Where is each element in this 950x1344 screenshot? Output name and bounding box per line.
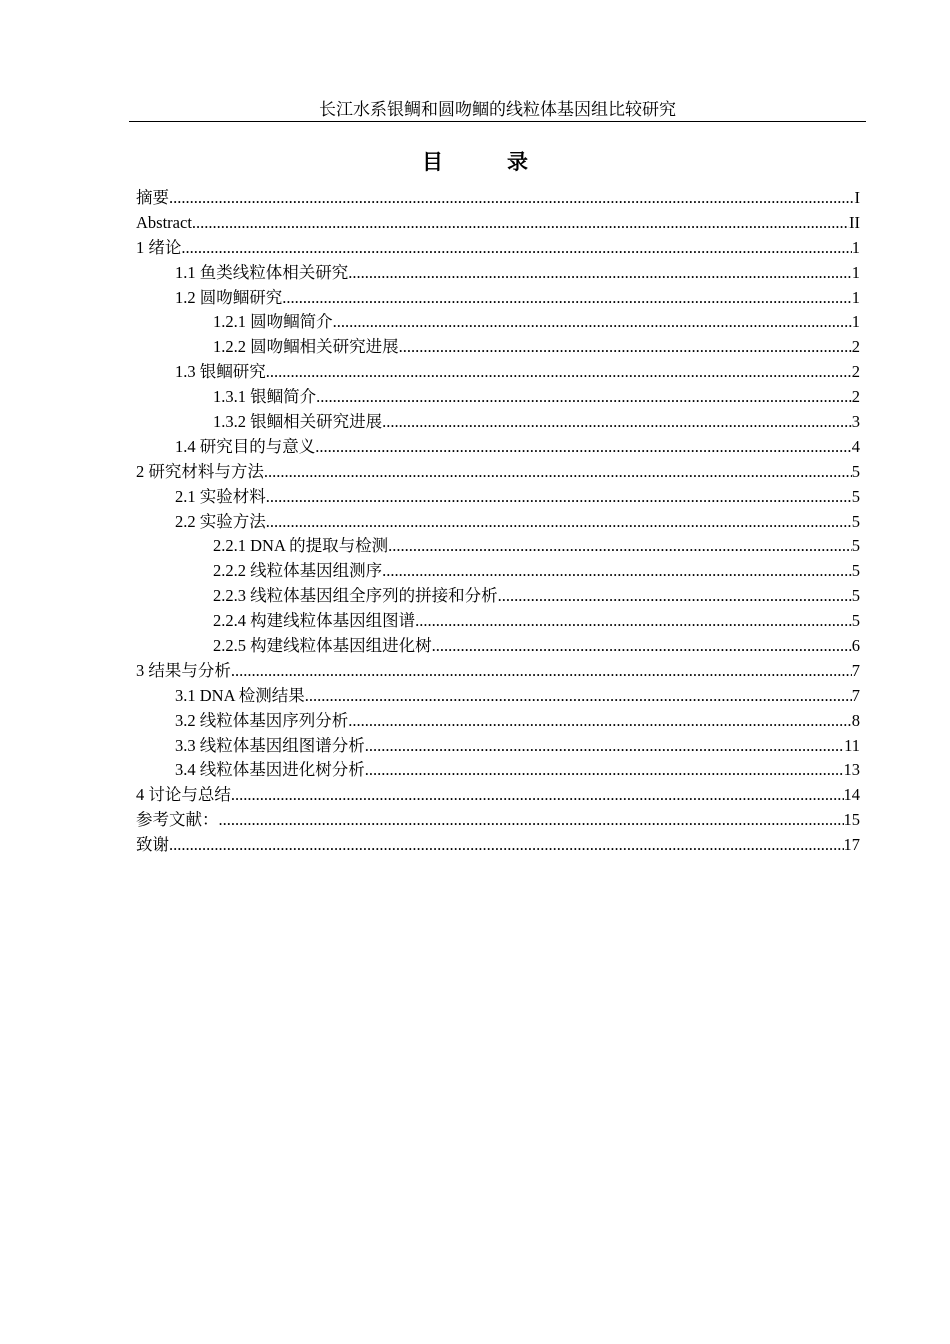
toc-entry-page: 14 [843,785,860,805]
toc-dot-leader [415,609,852,634]
toc-dot-leader [264,460,852,485]
toc-dot-leader [348,709,852,734]
toc-entry-label: 参考文献： [136,810,219,830]
toc-entry[interactable] [136,783,860,808]
toc-entry[interactable] [136,261,860,286]
toc-entry-page: 7 [851,660,860,680]
toc-entry-page: 15 [843,810,860,830]
toc-entry[interactable] [136,609,860,634]
toc-entry-label: 3.2 线粒体基因序列分析 [175,710,349,730]
toc-entry-label: 1.3 银鲴研究 [175,362,266,382]
toc-entry-page: 11 [844,735,860,755]
toc-entry[interactable] [136,435,860,460]
toc-entry-page: 1 [851,237,860,257]
toc-entry[interactable] [136,833,860,858]
toc-entry-page: 5 [851,486,860,506]
toc-dot-leader [432,634,852,659]
toc-entry-page: 1 [851,287,860,307]
toc-entry-page: 2 [851,337,860,357]
toc-entry-label: 2.2 实验方法 [175,511,266,531]
toc-entry-label: 2.2.2 线粒体基因组测序 [213,561,383,581]
toc-entry-label: 3.1 DNA 检测结果 [175,685,305,705]
toc-title: 目 录 [421,150,558,174]
toc-dot-leader [315,435,852,460]
toc-entry-page: 5 [851,586,860,606]
toc-dot-leader [282,286,852,311]
toc-entry-page: 2 [851,362,860,382]
toc-dot-leader [365,734,844,759]
toc-dot-leader [169,833,844,858]
toc-entry-label: 1.2 圆吻鲴研究 [175,287,283,307]
toc-entry-label: 3.3 线粒体基因组图谱分析 [175,735,365,755]
toc-entry[interactable] [136,510,860,535]
toc-entry[interactable] [136,485,860,510]
toc-entry-label: 3.4 线粒体基因进化树分析 [175,760,365,780]
toc-dot-leader [399,335,852,360]
toc-dot-leader [305,684,852,709]
toc-dot-leader [365,758,844,783]
toc-entry-page: 5 [851,561,860,581]
toc-dot-leader [231,659,852,684]
toc-entry[interactable] [136,584,860,609]
toc-dot-leader [219,808,844,833]
toc-entry-page: 7 [851,685,860,705]
toc-entry[interactable] [136,709,860,734]
toc-entry[interactable] [136,236,860,261]
toc-entry-label: 1.4 研究目的与意义 [175,436,316,456]
toc-entry-page: 4 [851,436,860,456]
table-of-contents [136,186,860,858]
toc-entry-label: 1 绪论 [136,237,182,257]
toc-entry-label: 摘要 [136,188,169,207]
toc-entry-page: 2 [851,387,860,407]
toc-entry[interactable] [136,559,860,584]
toc-entry-page: 17 [843,835,860,855]
toc-dot-leader [382,559,852,584]
toc-dot-leader [266,360,852,385]
toc-entry-page: II [849,212,860,232]
toc-entry-label: 1.3.1 银鲴简介 [213,387,317,407]
toc-entry-label: 致谢 [136,835,169,855]
toc-entry-label: Abstract [136,212,192,232]
toc-entry[interactable] [136,734,860,759]
toc-dot-leader [333,310,852,335]
toc-entry[interactable] [136,758,860,783]
toc-entry[interactable] [136,659,860,684]
toc-dot-leader [348,261,852,286]
page-header [129,98,866,122]
toc-entry[interactable] [136,410,860,435]
toc-entry-page: 1 [851,312,860,332]
toc-entry-page: 13 [843,760,860,780]
toc-entry-page: 5 [851,536,860,556]
toc-entry[interactable] [136,186,860,211]
toc-dot-leader [266,485,852,510]
toc-entry-label: 3 结果与分析 [136,660,231,680]
toc-entry-label: 2.2.5 构建线粒体基因组进化树 [213,636,432,656]
toc-dot-leader [498,584,852,609]
toc-entry-page: 6 [851,636,860,656]
toc-entry-label: 1.2.2 圆吻鲴相关研究进展 [213,337,399,357]
toc-dot-leader [316,385,852,410]
toc-entry[interactable] [136,335,860,360]
toc-entry[interactable] [136,460,860,485]
toc-entry[interactable] [136,634,860,659]
toc-entry-page: 5 [851,461,860,481]
toc-dot-leader [169,186,855,211]
toc-dot-leader [181,236,851,261]
toc-entry-label: 2.2.3 线粒体基因组全序列的拼接和分析 [213,586,498,606]
toc-entry[interactable] [136,534,860,559]
running-title: 长江水系银鲷和圆吻鲴的线粒体基因组比较研究 [319,100,676,119]
toc-entry[interactable] [136,360,860,385]
toc-entry-label: 1.2.1 圆吻鲴简介 [213,312,333,332]
toc-entry-page: 5 [851,511,860,531]
toc-dot-leader [388,534,852,559]
toc-entry-page: 1 [851,262,860,282]
toc-entry-label: 2.2.4 构建线粒体基因组图谱 [213,611,416,631]
toc-dot-leader [192,211,849,236]
toc-entry[interactable] [136,684,860,709]
toc-dot-leader [266,510,852,535]
toc-entry[interactable] [136,211,860,236]
toc-entry-label: 2.1 实验材料 [175,486,266,506]
toc-entry[interactable] [136,385,860,410]
toc-entry-page: I [854,188,860,207]
toc-entry-page: 8 [851,710,860,730]
toc-entry-label: 2 研究材料与方法 [136,461,264,481]
toc-entry-label: 1.3.2 银鲴相关研究进展 [213,412,383,432]
toc-entry-page: 5 [851,611,860,631]
toc-entry[interactable] [136,310,860,335]
toc-entry-label: 4 讨论与总结 [136,785,231,805]
toc-entry-label: 2.2.1 DNA 的提取与检测 [213,536,389,556]
toc-entry-label: 1.1 鱼类线粒体相关研究 [175,262,349,282]
toc-dot-leader [382,410,852,435]
toc-entry[interactable] [136,808,860,833]
toc-entry-page: 3 [851,412,860,432]
toc-entry[interactable] [136,286,860,311]
toc-dot-leader [231,783,844,808]
